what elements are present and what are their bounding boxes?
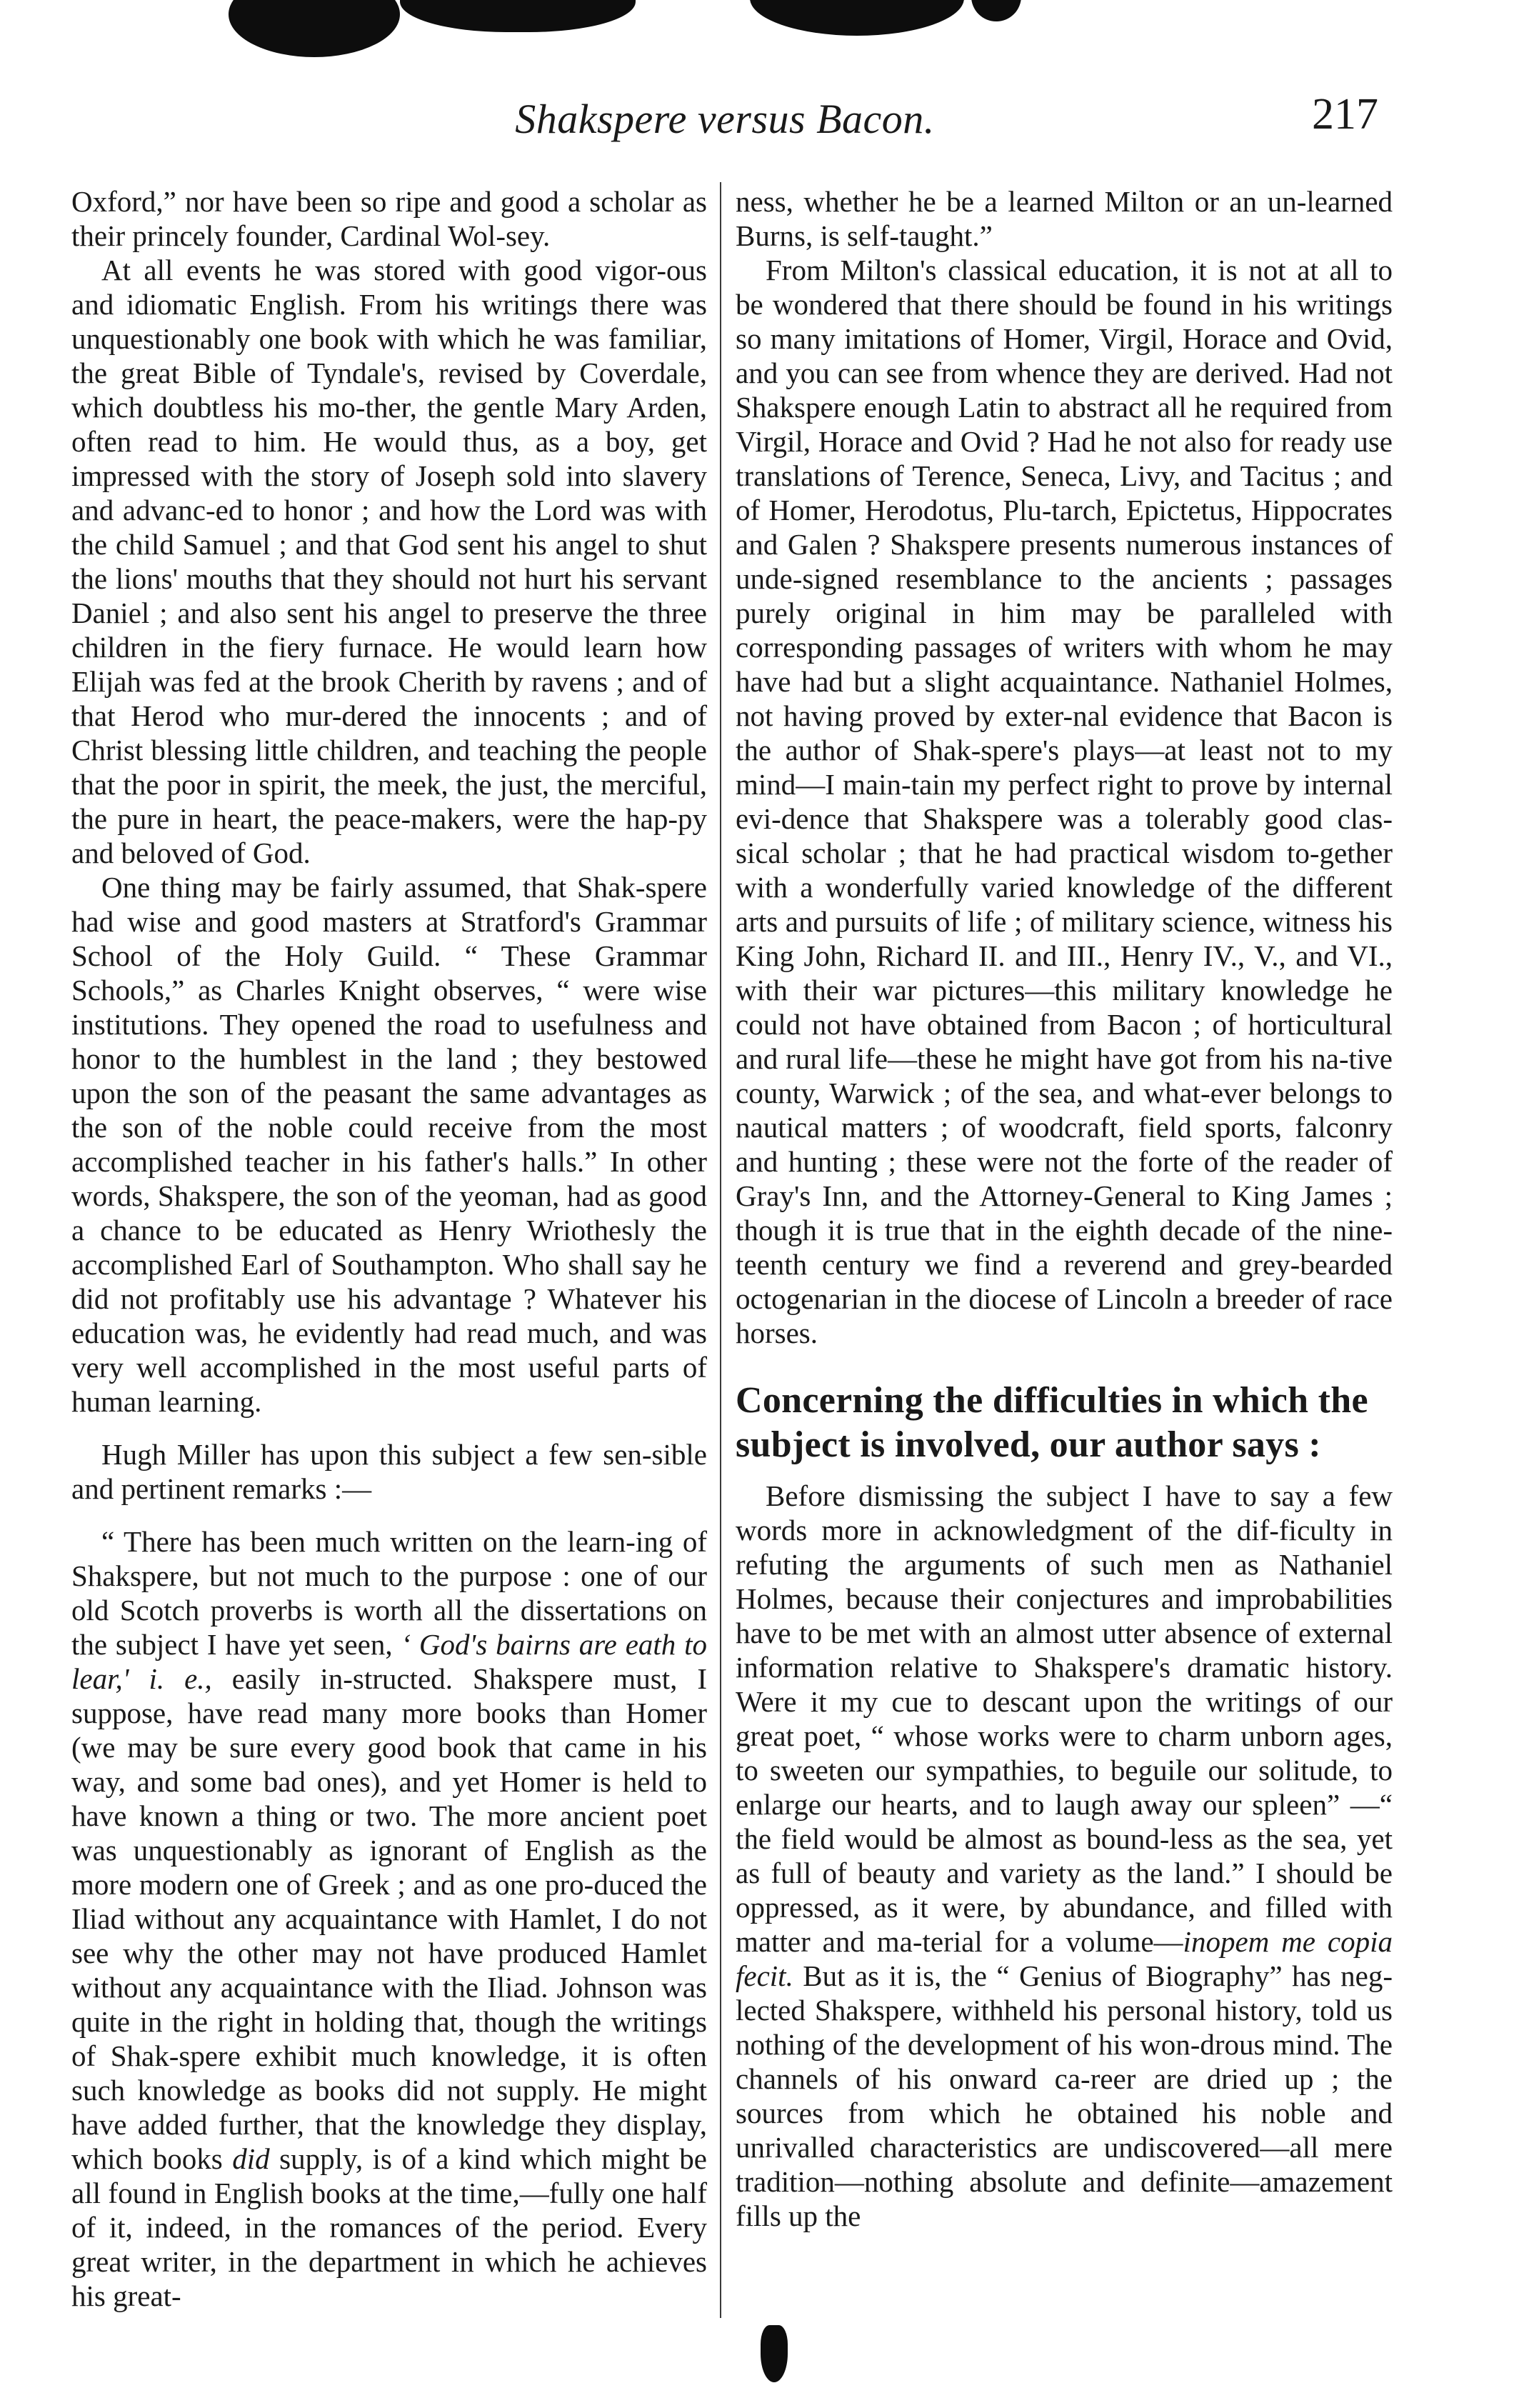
quotation-paragraph [71,1524,707,2313]
ink-blot [229,0,400,57]
italic-word: did [232,2142,270,2175]
page-number: 217 [1312,90,1378,139]
paragraph: Oxford,” nor have been so ripe and good a scholar as their princely founder, Cardinal Wol-sey. [71,185,707,252]
italic-proverb: ‘ God's bairns are eath to lear,' i. e., [71,1628,708,1695]
paragraph: Hugh Miller has upon this subject a few sen-sible and pertinent remarks :— [71,1438,707,1505]
ink-blot [400,0,636,32]
text-run: supply, is of a kind which might be all found in English books at the time,—fully one half of it, indeed, in the romances of the period. Every great writer, in the department in which he achieves his great- [71,2142,708,2312]
paragraph: From Milton's classical education, it is not at all to be wondered that there should be found in his writings so many imitations of Homer, Virgil, Horace and Ovid, and you can see from whence they are derived. Had not Shakspere enough Latin to abstract all he required from Virgil, Horace and Ovid ? Had he not also for ready use translations of Terence, Seneca, Livy, and Tacitus ; and of Homer, Herodotus, Plu-tarch, Epictetus, Hippocrates and Galen ? Shakspere presents numerous instances of unde-signed resemblance to the ancients ; passages purely original in him may be paralleled with corresponding passages of writers with whom he may have had but a slight acquaintance. Nathaniel Holmes, not having proved by exter-nal evidence that Bacon is the author of Shak-spere's plays—at least not to my mind—I main-tain my perfect right to prove by internal evi-dence that Shakspere was a tolerably good clas-sical scholar ; that he had practical wisdom to-gether with a wonderfully varied knowledge of the different arts and pursuits of life ; of military science, witness his King John, Richard II. and III., Henry IV., V., and VI., with their war pictures—this military knowledge he could not have obtained from Bacon ; of horticultural and rural life—these he might have got from his na-tive county, Warwick ; of the sea, and what-ever belongs to nautical matters ; of woodcraft, field sports, falconry and hunting ; these were not the forte of the reader of Gray's Inn, and the Attorney-General to King James ; though it is true that in the eighth decade of the nine-teenth century we find a reverend and grey-bearded octogenarian in the diocese of Lincoln a breeder of race horses. [736,254,1393,1349]
text-run: Before dismissing the subject I have to say a few words more in acknowledgment of the dif-ficulty in refuting the arguments of such men as Nathaniel Holmes, because their conjectures and improbabilities have to be met with an almost utter absence of external information relative to Shakspere's dramatic history. Were it my cue to descant upon the writings of our great poet, “ whose works were to charm unborn ages, to sweeten our sympathies, to beguile our solitude, to enlarge our hearts, and to laugh away our spleen” —“ the field would be almost as bound-less as the sea, yet as full of beauty and variety as the land.” I should be oppressed, as it were, by abundance, and filled with matter and ma-terial for a volume— [736,1479,1393,1958]
paragraph: At all events he was stored with good vigor-ous and idiomatic English. From his writings there was unquestionably one book with which he was familiar, the great Bible of Tyndale's, revised by Coverdale, which doubtless his mo-ther, the gentle Mary Arden, often read to him. He would thus, as a boy, get impressed with the story of Joseph sold into slavery and advanc-ed to honor ; and how the Lord was with the child Samuel ; and that God sent his angel to shut the lions' mouths that they should not hurt his servant Daniel ; and also sent his angel to preserve the three children in the fiery furnace. He would learn how Elijah was fed at the brook Cherith by ravens ; and of that Herod who mur-dered the innocents ; and of Christ blessing little children, and teaching the people that the poor in spirit, the meek, the just, the merciful, the pure in heart, the peace-makers, were the hap-py and beloved of God. [71,254,707,869]
running-title: Shakspere versus Bacon. [515,96,935,142]
text-run: “ There has been much written on the learn-ing of Shakspere, but not much to the purpose : one of our old Scotch proverbs is worth all the dissertations on the subject I have yet seen, [71,1525,707,1661]
ink-blot [750,0,964,36]
paragraph: One thing may be fairly assumed, that Shak-spere had wise and good masters at Stratford's Grammar School of the Holy Guild. “ These Grammar Schools,” as Charles Knight observes, “ were wise institutions. They opened the road to usefulness and honor to the humblest in the land ; they bestowed upon the son of the peasant the same advantages as the son of the noble could receive from the most accomplished teacher in his father's halls.” In other words, Shakspere, the son of the yeoman, had as good a chance to be educated as Henry Wriothesly the accomplished Earl of Southampton. Who shall say he did not profitably use his advantage ? Whatever his education was, he evidently had read much, and was very well accomplished in the most useful parts of human learning. [71,871,707,1418]
page-header [71,89,1378,154]
ink-blot [971,0,1021,21]
left-column [71,184,707,2313]
ink-blot [761,2325,788,2382]
column-divider [720,182,721,2318]
text-run: easily in-structed. Shakspere must, I suppose, have read many more books than Homer (we may be sure every good book that came in his way, and some bad ones), and yet Homer is held to have known a thing or two. The more ancient poet was unquestionably as ignorant of English as the more modern one of Greek ; and as one pro-duced the Iliad without any acquaintance with Hamlet, I do not see why the other may not have produced Hamlet without any acquaintance with the Iliad. Johnson was quite in the right in holding that, though the writings of Shak-spere exhibit much knowledge, it is often such knowledge as books did not supply. He might have added further, that the knowledge they display, which books [71,1662,707,2175]
italic-latin-phrase: inopem me copia fecit. [736,1925,1393,1992]
section-heading: Concerning the difficulties in which the subject is involved, our author says : [736,1380,1368,1465]
paragraph [736,1479,1393,2233]
paragraph: ness, whether he be a learned Milton or an un-learned Burns, is self-taught.” [736,185,1393,252]
text-run: But as it is, the “ Genius of Biography” has neg-lected Shakspere, withheld his personal history, told us nothing of the development of his won-drous mind. The channels of his onward ca-reer are dried up ; the sources from which he obtained his noble and unrivalled characteristics are undiscovered—all mere tradition—nothing absolute and definite—amazement fills up the [736,1959,1393,2232]
right-column [736,184,1393,2233]
